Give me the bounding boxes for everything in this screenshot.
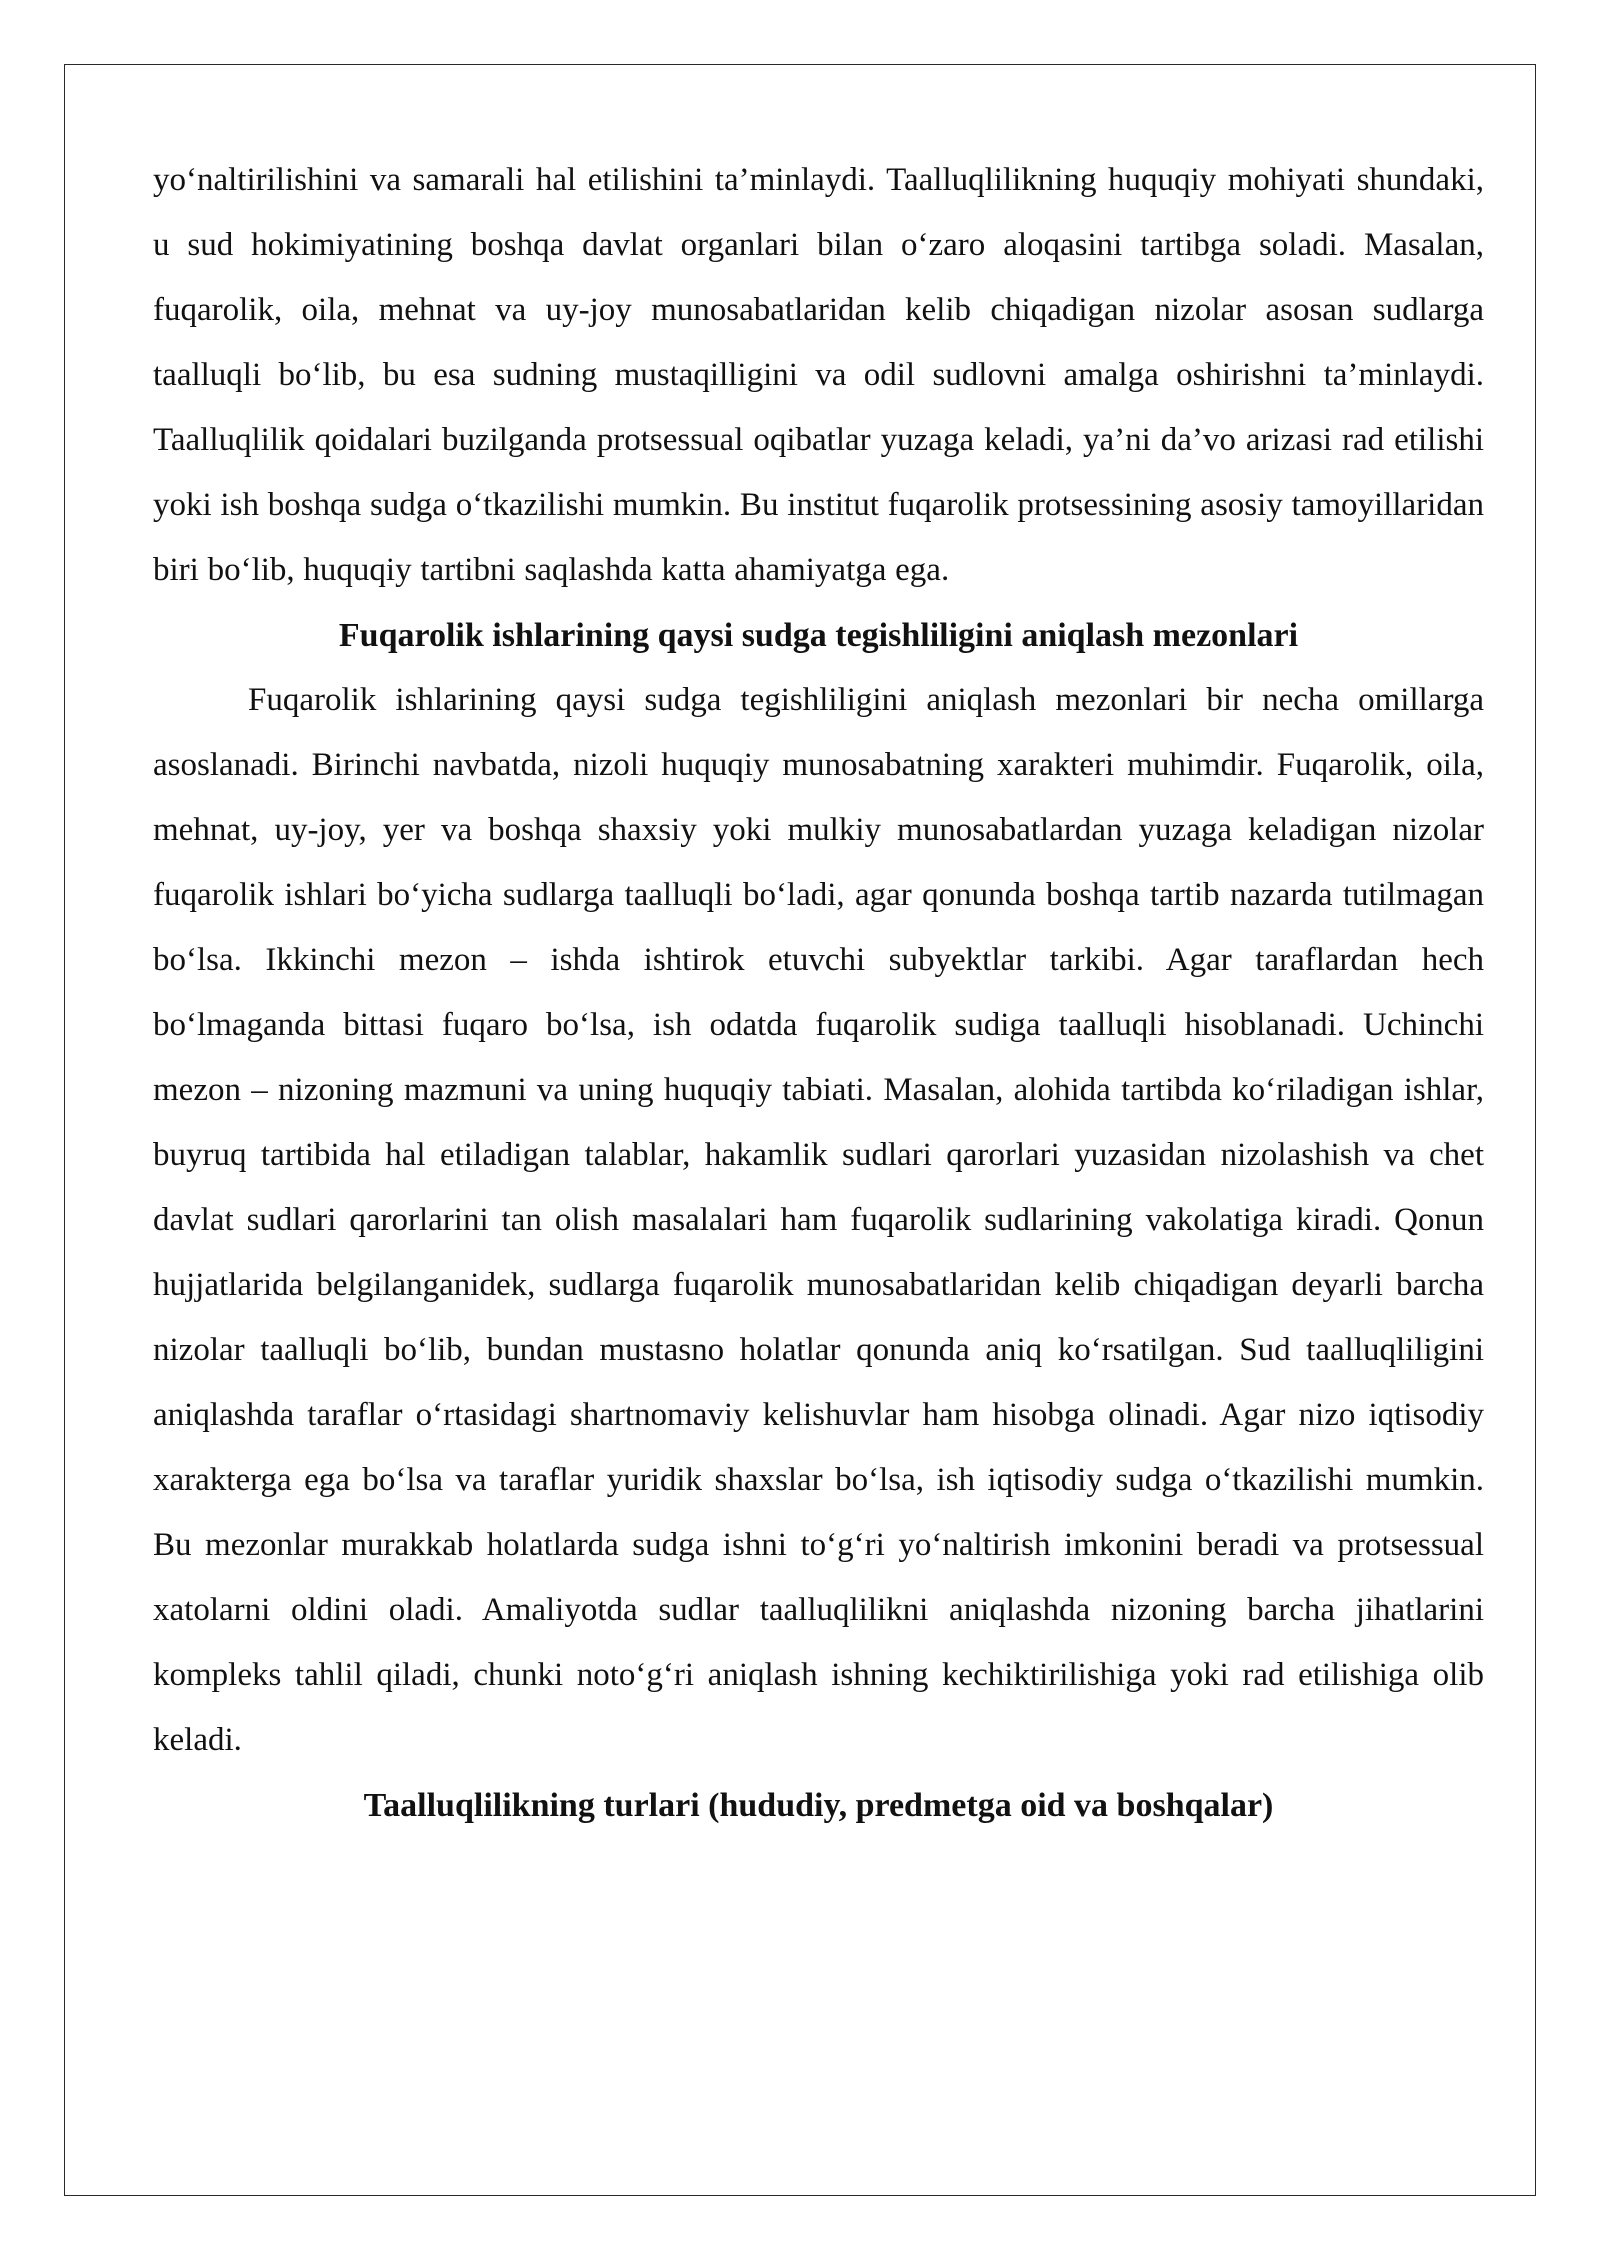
paragraph-mezonlar: Fuqarolik ishlarining qaysi sudga tegishliligini aniqlash mezonlari bir necha omillarga asoslanadi. Birinchi navbatda, nizoli huquqiy munosabatning xarakteri muhimdir. Fuqarolik, oila, mehnat, uy-joy, yer va boshqa shaxsiy yoki mulkiy munosabatlardan yuzaga keladigan nizolar fuqarolik ishlari bo‘yicha sudlarga taalluqli bo‘ladi, agar qonunda boshqa tartib nazarda tutilmagan bo‘lsa. Ikkinchi mezon – ishda ishtirok etuvchi subyektlar tarkibi. Agar taraflardan hech bo‘lmaganda bittasi fuqaro bo‘lsa, ish odatda fuqarolik sudiga taalluqli hisoblanadi. Uchinchi mezon – nizoning mazmuni va uning huquqiy tabiati. Masalan, alohida tartibda ko‘riladigan ishlar, buyruq tartibida hal etiladigan talablar, hakamlik sudlari qarorlari yuzasidan nizolashish va chet davlat sudlari qarorlarini tan olish masalalari ham fuqarolik sudlarining vakolatiga kiradi. Qonun hujjatlarida belgilanganidek, sudlarga fuqarolik munosabatlaridan kelib chiqadigan deyarli barcha nizolar taalluqli bo‘lib, bundan mustasno holatlar qonunda aniq ko‘rsatilgan. Sud taalluqliligini aniqlashda taraflar o‘rtasidagi shartnomaviy kelishuvlar ham hisobga olinadi. Agar nizo iqtisodiy xarakterga ega bo‘lsa va taraflar yuridik shaxslar bo‘lsa, ish iqtisodiy sudga o‘tkazilishi mumkin. Bu mezonlar murakkab holatlarda sudga ishni to‘g‘ri yo‘naltirish imkonini beradi va protsessual xatolarni oldini oladi. Amaliyotda sudlar taalluqlilikni aniqlashda nizoning barcha jihatlarini kompleks tahlil qiladi, chunki noto‘g‘ri aniqlash ishning kechiktirilishiga yoki rad etilishiga olib keladi.: [153, 682, 1484, 1758]
paragraph-taalluqlilik-mohiyati: yo‘naltirilishini va samarali hal etilishini ta’minlaydi. Taalluqlilikning huquqiy mohiyati shundaki, u sud hokimiyatining boshqa davlat organlari bilan o‘zaro aloqasini tartibga soladi. Masalan, fuqarolik, oila, mehnat va uy-joy munosabatlaridan kelib chiqadigan nizolar asosan sudlarga taalluqli bo‘lib, bu esa sudning mustaqilligini va odil sudlovni amalga oshirishni ta’minlaydi. Taalluqlilik qoidalari buzilganda protsessual oqibatlar yuzaga keladi, ya’ni da’vo arizasi rad etilishi yoki ish boshqa sudga o‘tkazilishi mumkin. Bu institut fuqarolik protsessining asosiy tamoyillaridan biri bo‘lib, huquqiy tartibni saqlashda katta ahamiyatga ega.: [153, 162, 1484, 588]
section-heading-mezonlar: Fuqarolik ishlarining qaysi sudga tegishliligini aniqlash mezonlari: [338, 617, 1299, 654]
document-body: [153, 148, 1484, 1838]
section-heading-turlari: Taalluqlilikning turlari (hududiy, predmetga oid va boshqalar): [363, 1787, 1274, 1824]
